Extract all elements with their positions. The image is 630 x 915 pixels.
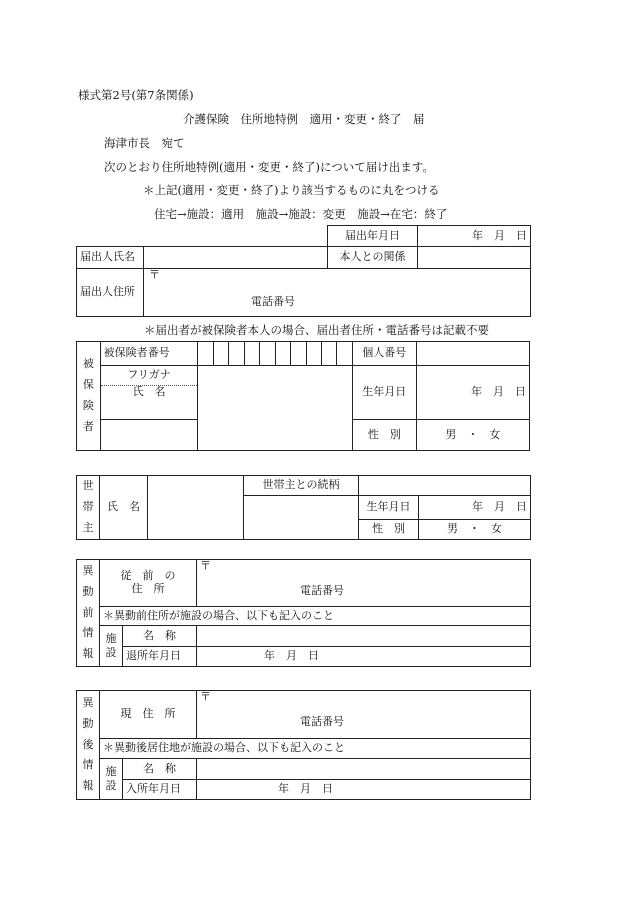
personal-number-field[interactable]: [416, 342, 529, 366]
admission-date-label: 入所年月日: [123, 780, 197, 800]
insured-number-box[interactable]: [337, 342, 352, 366]
applicant-address-label: 届出人住所: [77, 269, 144, 317]
householder-sex-label: 性 別: [359, 519, 419, 539]
before-facility-name-label: 名 称: [123, 626, 197, 647]
postal-mark: 〒: [149, 268, 160, 281]
insured-number-box[interactable]: [260, 342, 275, 366]
applicant-address-field[interactable]: [144, 269, 531, 317]
discharge-date-field[interactable]: 年 月 日: [197, 647, 531, 667]
insured-section-label: 被保険者: [77, 342, 101, 451]
phone-label: 電話番号: [300, 583, 344, 597]
applicant-name-field[interactable]: [144, 247, 328, 269]
form-number: 様式第2号(第7条関係): [78, 88, 194, 102]
insured-sex-label: 性 別: [352, 420, 416, 451]
householder-name-label: 氏 名: [100, 476, 148, 540]
previous-address-label: 従 前 の 住 所: [100, 560, 197, 607]
householder-relation-field[interactable]: [359, 476, 531, 496]
personal-number-label: 個人番号: [352, 342, 416, 366]
householder-name-field[interactable]: [148, 476, 244, 540]
insured-number-box[interactable]: [321, 342, 336, 366]
householder-birth-field[interactable]: 年 月 日: [419, 496, 531, 520]
postal-mark: 〒: [200, 559, 211, 572]
form-title: 介護保険 住所地特例 適用・変更・終了 届: [183, 112, 425, 126]
previous-address-field[interactable]: [197, 560, 531, 607]
after-move-note: ＊異動後居住地が施設の場合、以下も記入のこと: [100, 739, 531, 759]
householder-table: [76, 475, 531, 540]
current-address-label: 現 住 所: [100, 691, 197, 739]
insured-table: [76, 341, 530, 451]
insured-number-box[interactable]: [198, 342, 213, 366]
relation-label: 本人との関係: [328, 247, 418, 269]
insured-number-box[interactable]: [291, 342, 306, 366]
insured-name-field[interactable]: [198, 366, 352, 451]
submission-date-field[interactable]: 年 月 日: [418, 226, 531, 247]
current-address-field[interactable]: [197, 691, 531, 739]
date-table: [327, 225, 531, 247]
addressee: 海津市長 宛て: [104, 136, 185, 150]
relation-field[interactable]: [418, 247, 531, 269]
applicant-table: [76, 246, 531, 317]
insured-sex-field[interactable]: 男 ・ 女: [416, 420, 529, 451]
householder-birth-label: 生年月日: [359, 496, 419, 520]
insured-number-box[interactable]: [229, 342, 244, 366]
admission-date-field[interactable]: 年 月 日: [197, 780, 531, 800]
applicant-name-label: 届出人氏名: [77, 247, 144, 269]
intro-text: 次のとおり住所地特例(適用・変更・終了)について届け出ます。: [104, 160, 434, 174]
insured-birth-label: 生年月日: [352, 366, 416, 420]
householder-relation-value[interactable]: [244, 496, 359, 540]
before-facility-label: 施設: [100, 626, 123, 667]
householder-section-label: 世帯主: [77, 476, 100, 540]
insured-number-box[interactable]: [306, 342, 321, 366]
after-facility-label: 施設: [100, 759, 123, 800]
legend-text: 住宅→施設：適用 施設→施設：変更 施設→在宅：終了: [154, 207, 448, 221]
furigana-label: フリガナ: [100, 366, 198, 386]
householder-relation-label: 世帯主との続柄: [244, 476, 359, 496]
submission-date-label: 届出年月日: [328, 226, 418, 247]
postal-mark: 〒: [200, 690, 211, 703]
before-move-section-label: 異動前情報: [77, 560, 100, 667]
discharge-date-label: 退所年月日: [123, 647, 197, 667]
phone-label: 電話番号: [251, 294, 295, 308]
insured-number-box[interactable]: [213, 342, 228, 366]
before-facility-name-field[interactable]: [197, 626, 531, 647]
after-facility-name-label: 名 称: [123, 759, 197, 780]
applicant-note: ＊届出者が被保険者本人の場合、届出者住所・電話番号は記載不要: [144, 323, 489, 337]
before-move-note: ＊異動前住所が施設の場合、以下も記入のこと: [100, 607, 531, 626]
after-move-table: [76, 690, 531, 800]
insured-number-box[interactable]: [275, 342, 290, 366]
householder-sex-field[interactable]: 男 ・ 女: [419, 519, 531, 539]
insured-number-label: 被保険者番号: [100, 342, 198, 366]
phone-label: 電話番号: [300, 714, 344, 728]
insured-birth-field[interactable]: 年 月 日: [416, 366, 529, 420]
insured-name-label-spacer: [100, 420, 198, 451]
before-move-table: [76, 559, 531, 667]
insured-name-label: 氏 名: [100, 386, 198, 420]
instruction-text: ＊上記(適用・変更・終了)より該当するものに丸をつける: [143, 183, 440, 197]
after-move-section-label: 異動後情報: [77, 691, 100, 800]
insured-number-box[interactable]: [244, 342, 259, 366]
after-facility-name-field[interactable]: [197, 759, 531, 780]
